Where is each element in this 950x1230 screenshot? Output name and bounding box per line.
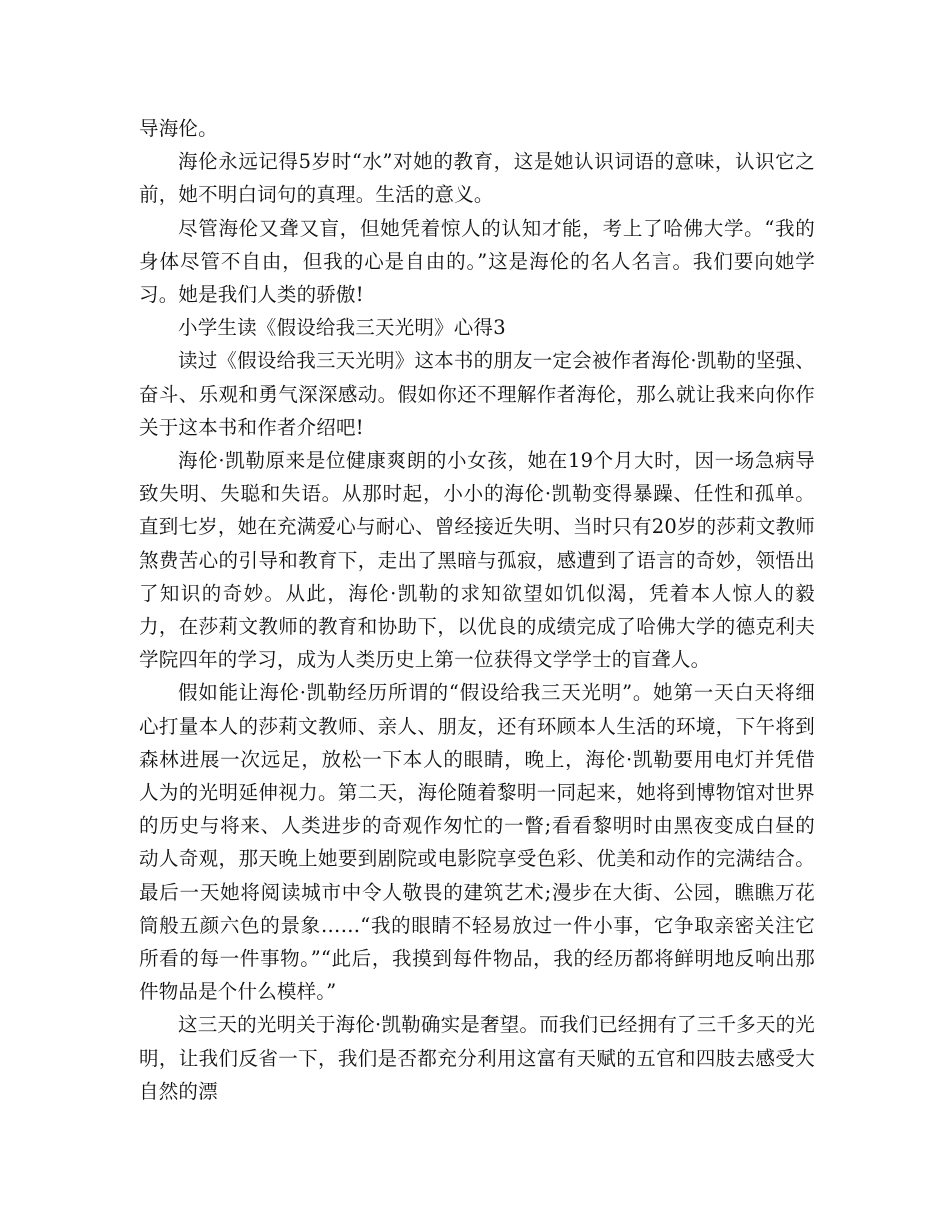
paragraph: 读过《假设给我三天光明》这本书的朋友一定会被作者海伦·凯勒的坚强、奋斗、乐观和勇气深深感动。假如你还不理解作者海伦，那么就让我来向你作关于这本书和作者介绍吧! <box>139 349 815 439</box>
paragraph: 假如能让海伦·凯勒经历所谓的“假设给我三天光明”。她第一天白天将细心打量本人的莎莉文教师、亲人、朋友，还有环顾本人生活的环境，下午将到森林进展一次远足，放松一下本人的眼睛，晚上，海伦·凯勒要用电灯并凭借人为的光明延伸视力。第二天，海伦随着黎明一同起来，她将到博物馆对世界的历史与将来、人类进步的奇观作匆忙的一瞥;看看黎明时由黑夜变成白昼的动人奇观，那天晚上她要到剧院或电影院享受色彩、优美和动作的完满结合。最后一天她将阅读城市中令人敬畏的建筑艺术;漫步在大街、公园，瞧瞧万花筒般五颜六色的景象……“我的眼睛不轻易放过一件小事，它争取亲密关注它所看的每一件事物。”“此后，我摸到每件物品，我的经历都将鲜明地反响出那件物品是个什么模样。” <box>139 681 815 1004</box>
paragraph: 这三天的光明关于海伦·凯勒确实是奢望。而我们已经拥有了三千多天的光明，让我们反省一下，我们是否都充分利用这富有天赋的五官和四肢去感受大自然的漂 <box>139 1013 815 1103</box>
paragraph-continuation: 导海伦。 <box>139 117 218 140</box>
paragraph: 尽管海伦又聋又盲，但她凭着惊人的认知才能，考上了哈佛大学。“我的身体尽管不自由，但我的心是自由的。”这是海伦的名人名言。我们要向她学习。她是我们人类的骄傲! <box>139 216 815 307</box>
section-heading: 小学生读《假设给我三天光明》心得3 <box>178 316 506 340</box>
paragraph: 海伦永远记得5岁时“水”对她的教育，这是她认识词语的意味，认识它之前，她不明白词句的真理。生活的意义。 <box>139 150 815 207</box>
paragraph: 海伦·凯勒原来是位健康爽朗的小女孩，她在19个月大时，因一场急病导致失明、失聪和失语。从那时起，小小的海伦·凯勒变得暴躁、任性和孤单。直到七岁，她在充满爱心与耐心、曾经接近失明、当时只有20岁的莎莉文教师煞费苦心的引导和教育下，走出了黑暗与孤寂，感遭到了语言的奇妙，领悟出了知识的奇妙。从此，海伦·凯勒的求知欲望如饥似渴，凭着本人惊人的毅力，在莎莉文教师的教育和协助下，以优良的成绩完成了哈佛大学的德克利夫学院四年的学习，成为人类历史上第一位获得文学学士的盲聋人。 <box>139 449 815 672</box>
document-body <box>139 112 815 1108</box>
